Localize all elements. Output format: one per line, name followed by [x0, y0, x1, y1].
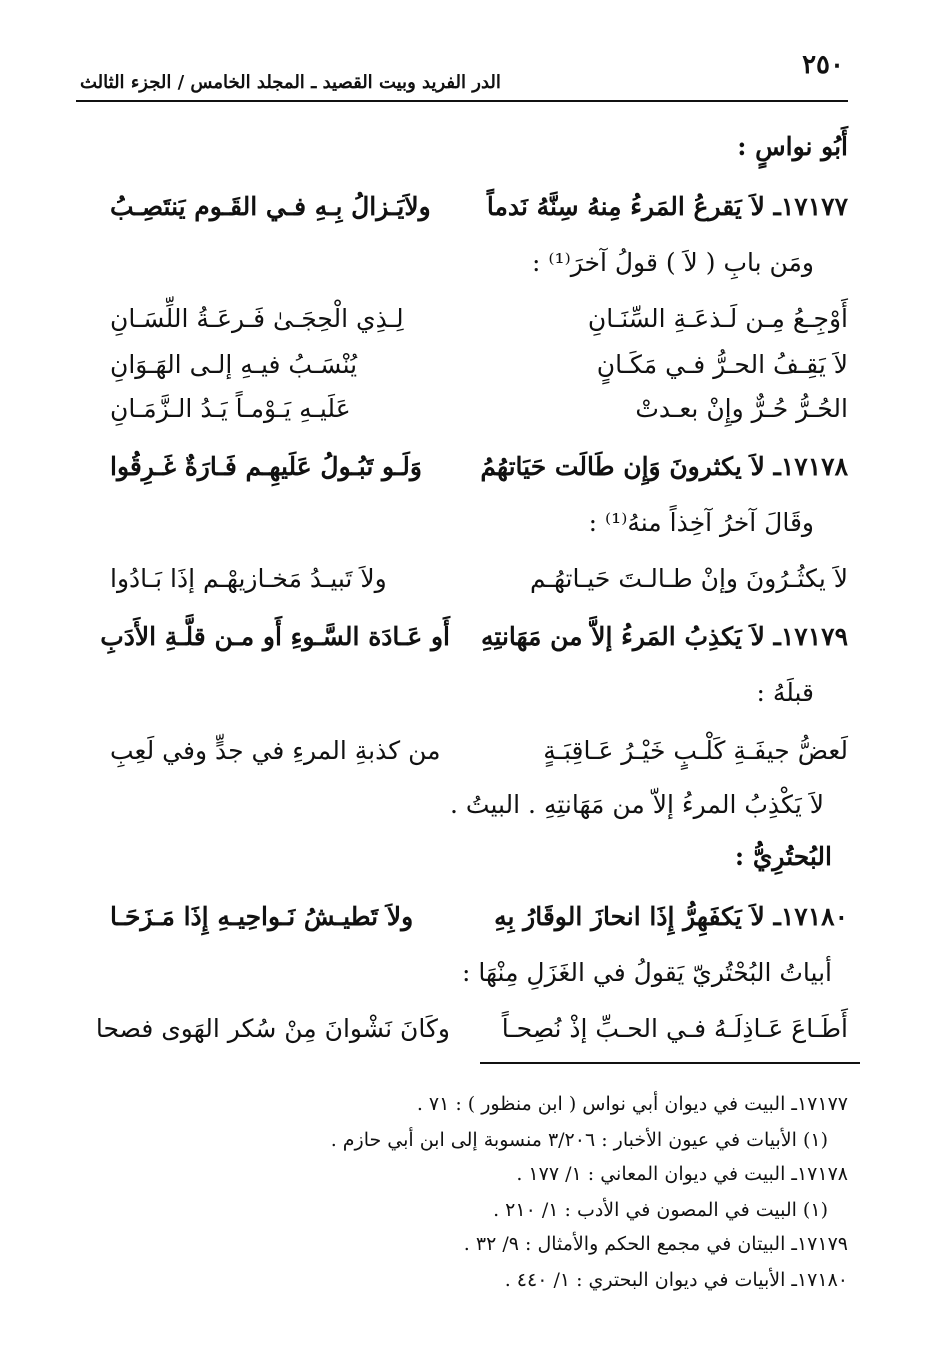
- footnote: ١٧١٧٩ـ البيتان في مجمع الحكم والأمثال : ٩/ ٣٢ .: [463, 1233, 848, 1255]
- running-header: [76, 48, 848, 102]
- footnote-separator: [480, 1062, 860, 1064]
- verse-17179-second-hemistich: أَو عَـادَة السَّـوءِ أَو مـن قلَّـةِ الأَدَبِ: [100, 622, 450, 651]
- verse-17177-first-hemistich: ١٧١٧٧ـ لاَ يَقرعُ المَرءُ مِنهُ سِنَّهُ نَدماً: [486, 192, 848, 221]
- footnote: ١٧١٨٠ـ الأبيات في ديوان البحتري : ١/ ٤٤٠ .: [504, 1269, 848, 1291]
- verse-first-hemistich: أَطَـاعَ عَـاذِلَـهُ فـي الحـبِّ إذْ نُصِحـاً: [501, 1014, 848, 1043]
- intro-line: أبياتُ البُحْتُريّ يَقولُ في الغَزَلِ مِنْهَا :: [462, 958, 832, 987]
- footnote: ١٧١٧٧ـ البيت في ديوان أبي نواس ( ابن منظور ) : ٧١ .: [416, 1093, 848, 1115]
- verse-second-hemistich: ولاَ تَبيـدُ مَخـازيهْـم إذَا بَـادُوا: [110, 564, 387, 593]
- verse-17178-first-hemistich: ١٧١٧٨ـ لاَ يكثرونَ وَإِن طَالَت حَيَاتهُمُ: [480, 452, 848, 481]
- poet-heading-abu-nuwas: أَبُو نواسٍ :: [737, 132, 848, 161]
- page-number: ٢٥٠: [802, 50, 844, 80]
- verse-first-hemistich: أَوْجِـعُ مِـن لَـذعَـةِ السِّنَـانِ: [587, 304, 848, 333]
- poet-heading-buhturi: البُحتُرِيُّ :: [734, 842, 832, 871]
- intro-line: ومَن بابِ ( لاَ ) قولُ آخرَ⁽¹⁾ :: [532, 248, 814, 277]
- quoted-line: لاَ يَكْذِبُ المرءُ إلاّ من مَهَانتِهِ . البيتُ .: [450, 790, 824, 819]
- verse-second-hemistich: عَلَيـهِ يَـوْمـاً يَـدُ الـزَّمَـانِ: [110, 394, 351, 423]
- intro-line: وقَالَ آخرُ آخِذاً منهُ⁽¹⁾ :: [588, 508, 814, 537]
- footnote: ١٧١٧٨ـ البيت في ديوان المعاني : ١/ ١٧٧ .: [516, 1163, 848, 1185]
- verse-first-hemistich: لاَ يكثُـرُونَ وإنْ طـالـتَ حَيـاتهُـم: [530, 564, 848, 593]
- verse-17178-second-hemistich: وَلَـو تَبُـولُ عَلَيهِـم فَـارَةٌ غَـرِقُوا: [110, 452, 422, 481]
- verse-second-hemistich: وكَانَ نَشْوانَ مِنْ سُكر الهَوى فصحا: [95, 1014, 450, 1043]
- verse-17180-second-hemistich: ولاَ تَطيـشُ نَـواحِيـهِ إِذَا مَـزَحَـا: [110, 902, 414, 931]
- verse-17177-second-hemistich: ولاَيَـزالُ بِـهِ فـي القَـوم يَنتَصِـبُ: [110, 192, 431, 221]
- verse-second-hemistich: يُنْسَـبُ فيـهِ إلـى الهَـوَانِ: [110, 350, 358, 379]
- running-title: الدر الفريد وبيت القصيد ـ المجلد الخامس / الجزء الثالث: [80, 72, 501, 93]
- verse-first-hemistich: لَعضُّ جيفَـةِ كَلْـبٍ خَيْـرُ عَـاقِبَـةٍ: [543, 736, 848, 765]
- verse-17180-first-hemistich: ١٧١٨٠ـ لاَ يَكفَهِرُّ إِذَا انحازَ الوقَارُ بِهِ: [494, 902, 848, 931]
- footnote: (١) البيت في المصون في الأدب : ١/ ٢١٠ .: [493, 1199, 828, 1221]
- verse-17179-first-hemistich: ١٧١٧٩ـ لاَ يَكذِبُ المَرءُ إلاَّ من مَهَانتِهِ: [481, 622, 848, 651]
- verse-first-hemistich: الحُـرُّ حُـرٌّ وإِنْ بعـدتْ: [635, 394, 848, 423]
- verse-second-hemistich: لِـذِي الْحِجَـىٰ فَـرعَـةُ اللِّسَـانِ: [110, 304, 404, 333]
- verse-first-hemistich: لاَ يَقِـفُ الحـرُّ فـي مَكَـانٍ: [596, 350, 848, 379]
- intro-line: قبلَهُ :: [756, 678, 814, 707]
- verse-second-hemistich: من كذبةِ المرءِ في جدٍّ وفي لَعِبِ: [110, 736, 441, 765]
- footnote: (١) الأبيات في عيون الأخبار : ٣/٢٠٦ منسوبة إلى ابن أبي حازم .: [330, 1129, 828, 1151]
